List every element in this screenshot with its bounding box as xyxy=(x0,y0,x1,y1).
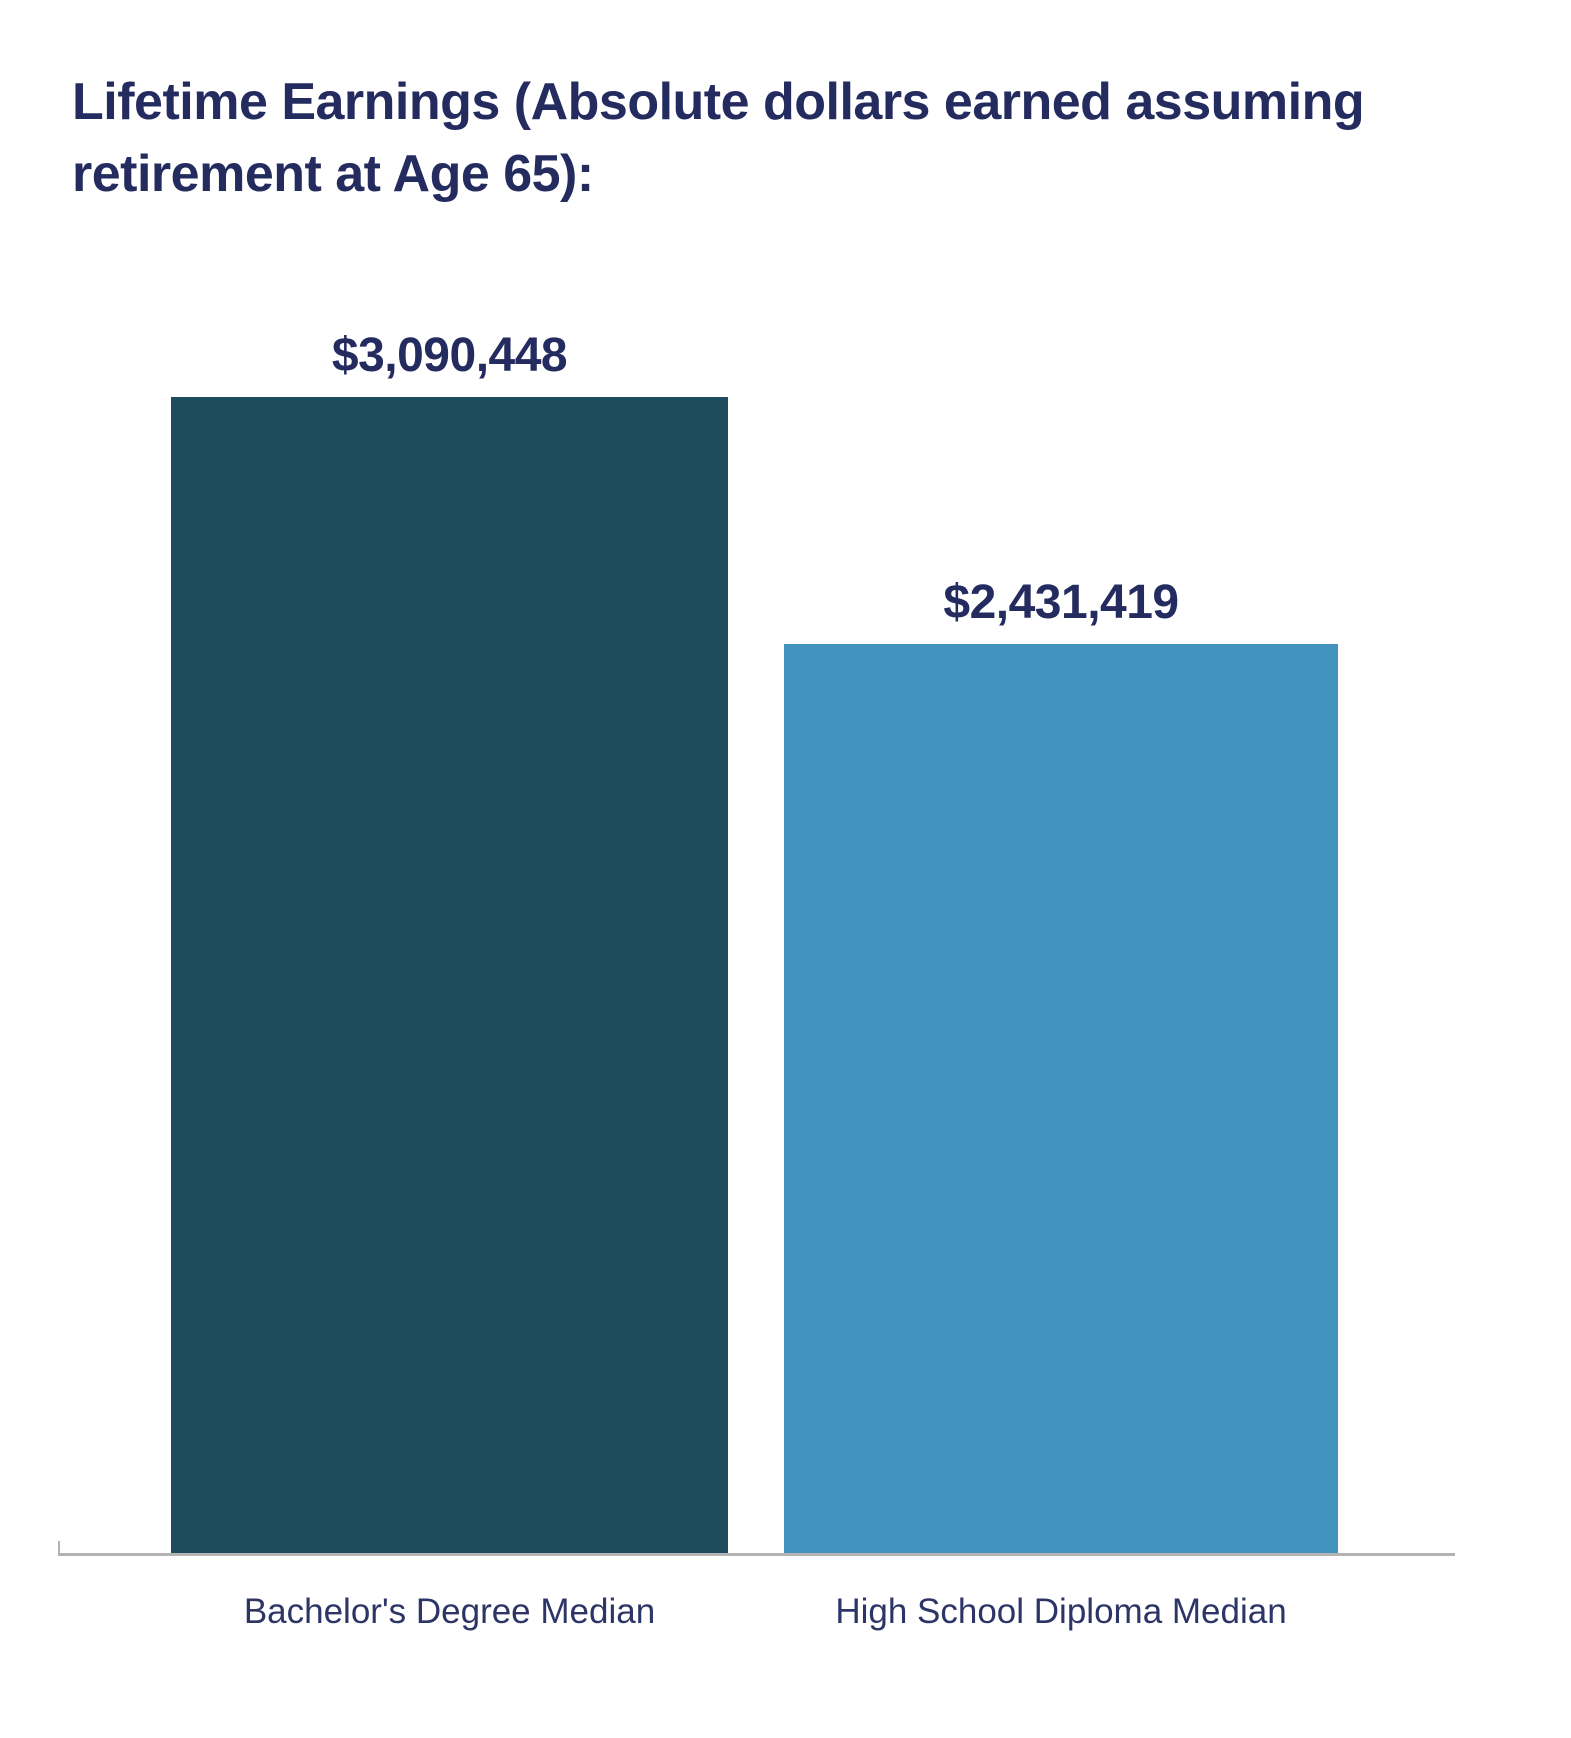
value-label-high-school-diploma: $2,431,419 xyxy=(943,576,1179,629)
bar-high-school-diploma xyxy=(784,644,1338,1553)
chart-title: Lifetime Earnings (Absolute dollars earned assuming retirement at Age 65): xyxy=(72,73,1365,203)
x-axis-left-tick xyxy=(58,1541,60,1553)
value-label-bachelors-degree: $3,090,448 xyxy=(331,329,568,382)
bar-group-bachelors-degree xyxy=(171,328,728,1553)
category-label-high-school-diploma: High School Diploma Median xyxy=(835,1592,1287,1631)
bar-bachelors-degree xyxy=(171,397,728,1553)
bar-group-high-school-diploma xyxy=(784,575,1338,1553)
category-label-bachelors-degree: Bachelor's Degree Median xyxy=(243,1592,656,1631)
x-axis-line xyxy=(58,1553,1455,1556)
